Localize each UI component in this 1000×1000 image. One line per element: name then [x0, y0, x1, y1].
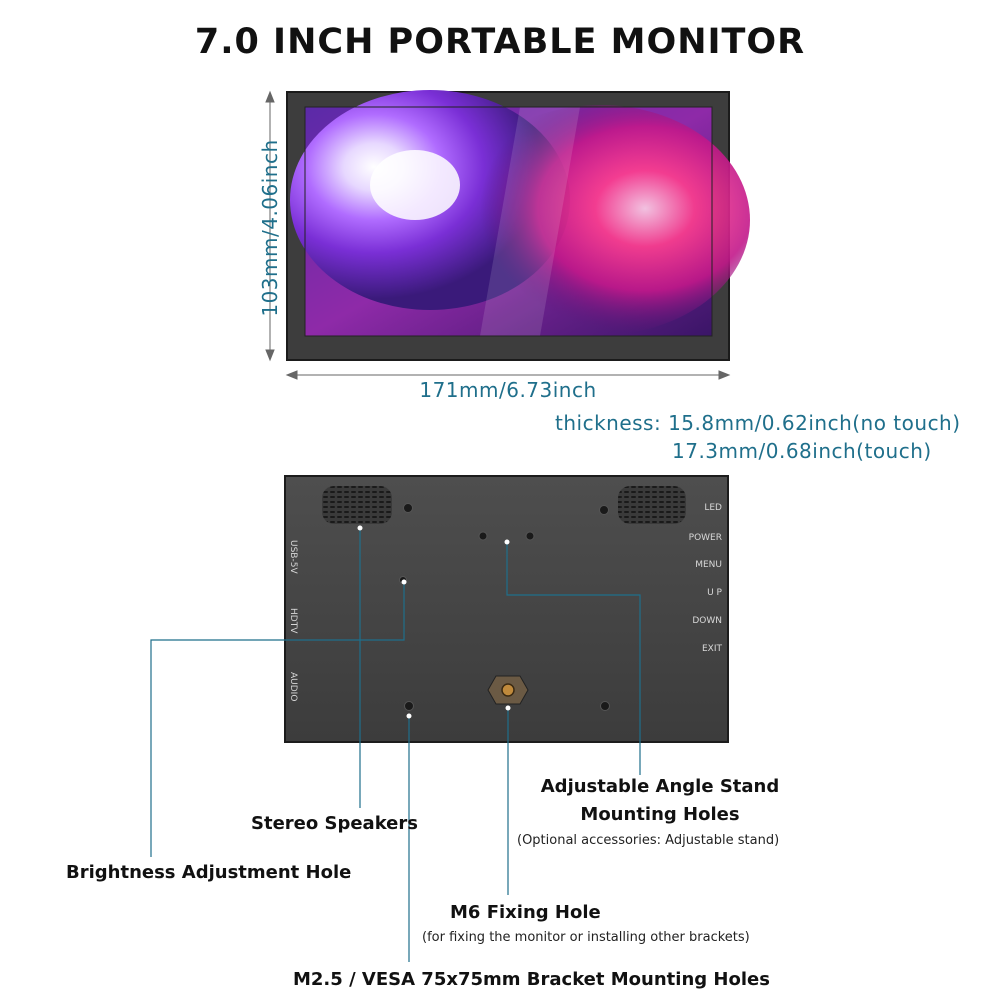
thickness-label-line2: 17.3mm/0.68inch(touch)	[672, 439, 932, 463]
page-title: 7.0 INCH PORTABLE MONITOR	[194, 22, 806, 62]
monitor-back-panel	[285, 476, 728, 742]
callout-brightness: Brightness Adjustment Hole	[66, 862, 352, 883]
button-label-power: POWER	[688, 533, 722, 543]
button-label-down: DOWN	[692, 616, 722, 626]
callout-vesa: M2.5 / VESA 75x75mm Bracket Mounting Holes	[293, 969, 770, 990]
right-speaker-grill	[618, 486, 686, 524]
callout-m6-title: M6 Fixing Hole	[450, 902, 601, 923]
button-label-up: U P	[707, 588, 722, 598]
port-label-hdtv: HDTV	[288, 608, 298, 634]
height-dimension-label: 103mm/4.06inch	[258, 139, 282, 317]
left-speaker-grill	[322, 486, 392, 524]
callout-m6-note: (for fixing the monitor or installing other brackets)	[422, 930, 750, 945]
button-label-led: LED	[704, 503, 722, 513]
callout-stand-note: (Optional accessories: Adjustable stand)	[517, 833, 780, 848]
button-label-exit: EXIT	[701, 644, 722, 654]
thickness-label-line1: thickness: 15.8mm/0.62inch(no touch)	[555, 411, 961, 435]
monitor-front	[287, 90, 750, 360]
callout-speakers: Stereo Speakers	[251, 813, 418, 834]
callout-stand-title1: Adjustable Angle Stand	[540, 776, 780, 797]
callout-stand-title2: Mounting Holes	[580, 804, 740, 825]
button-label-menu: MENU	[695, 560, 722, 570]
port-label-usb: USB-5V	[288, 540, 298, 574]
m6-fixing-hole	[488, 676, 528, 704]
port-label-audio: AUDIO	[288, 672, 298, 702]
width-dimension-label: 171mm/6.73inch	[419, 378, 597, 402]
